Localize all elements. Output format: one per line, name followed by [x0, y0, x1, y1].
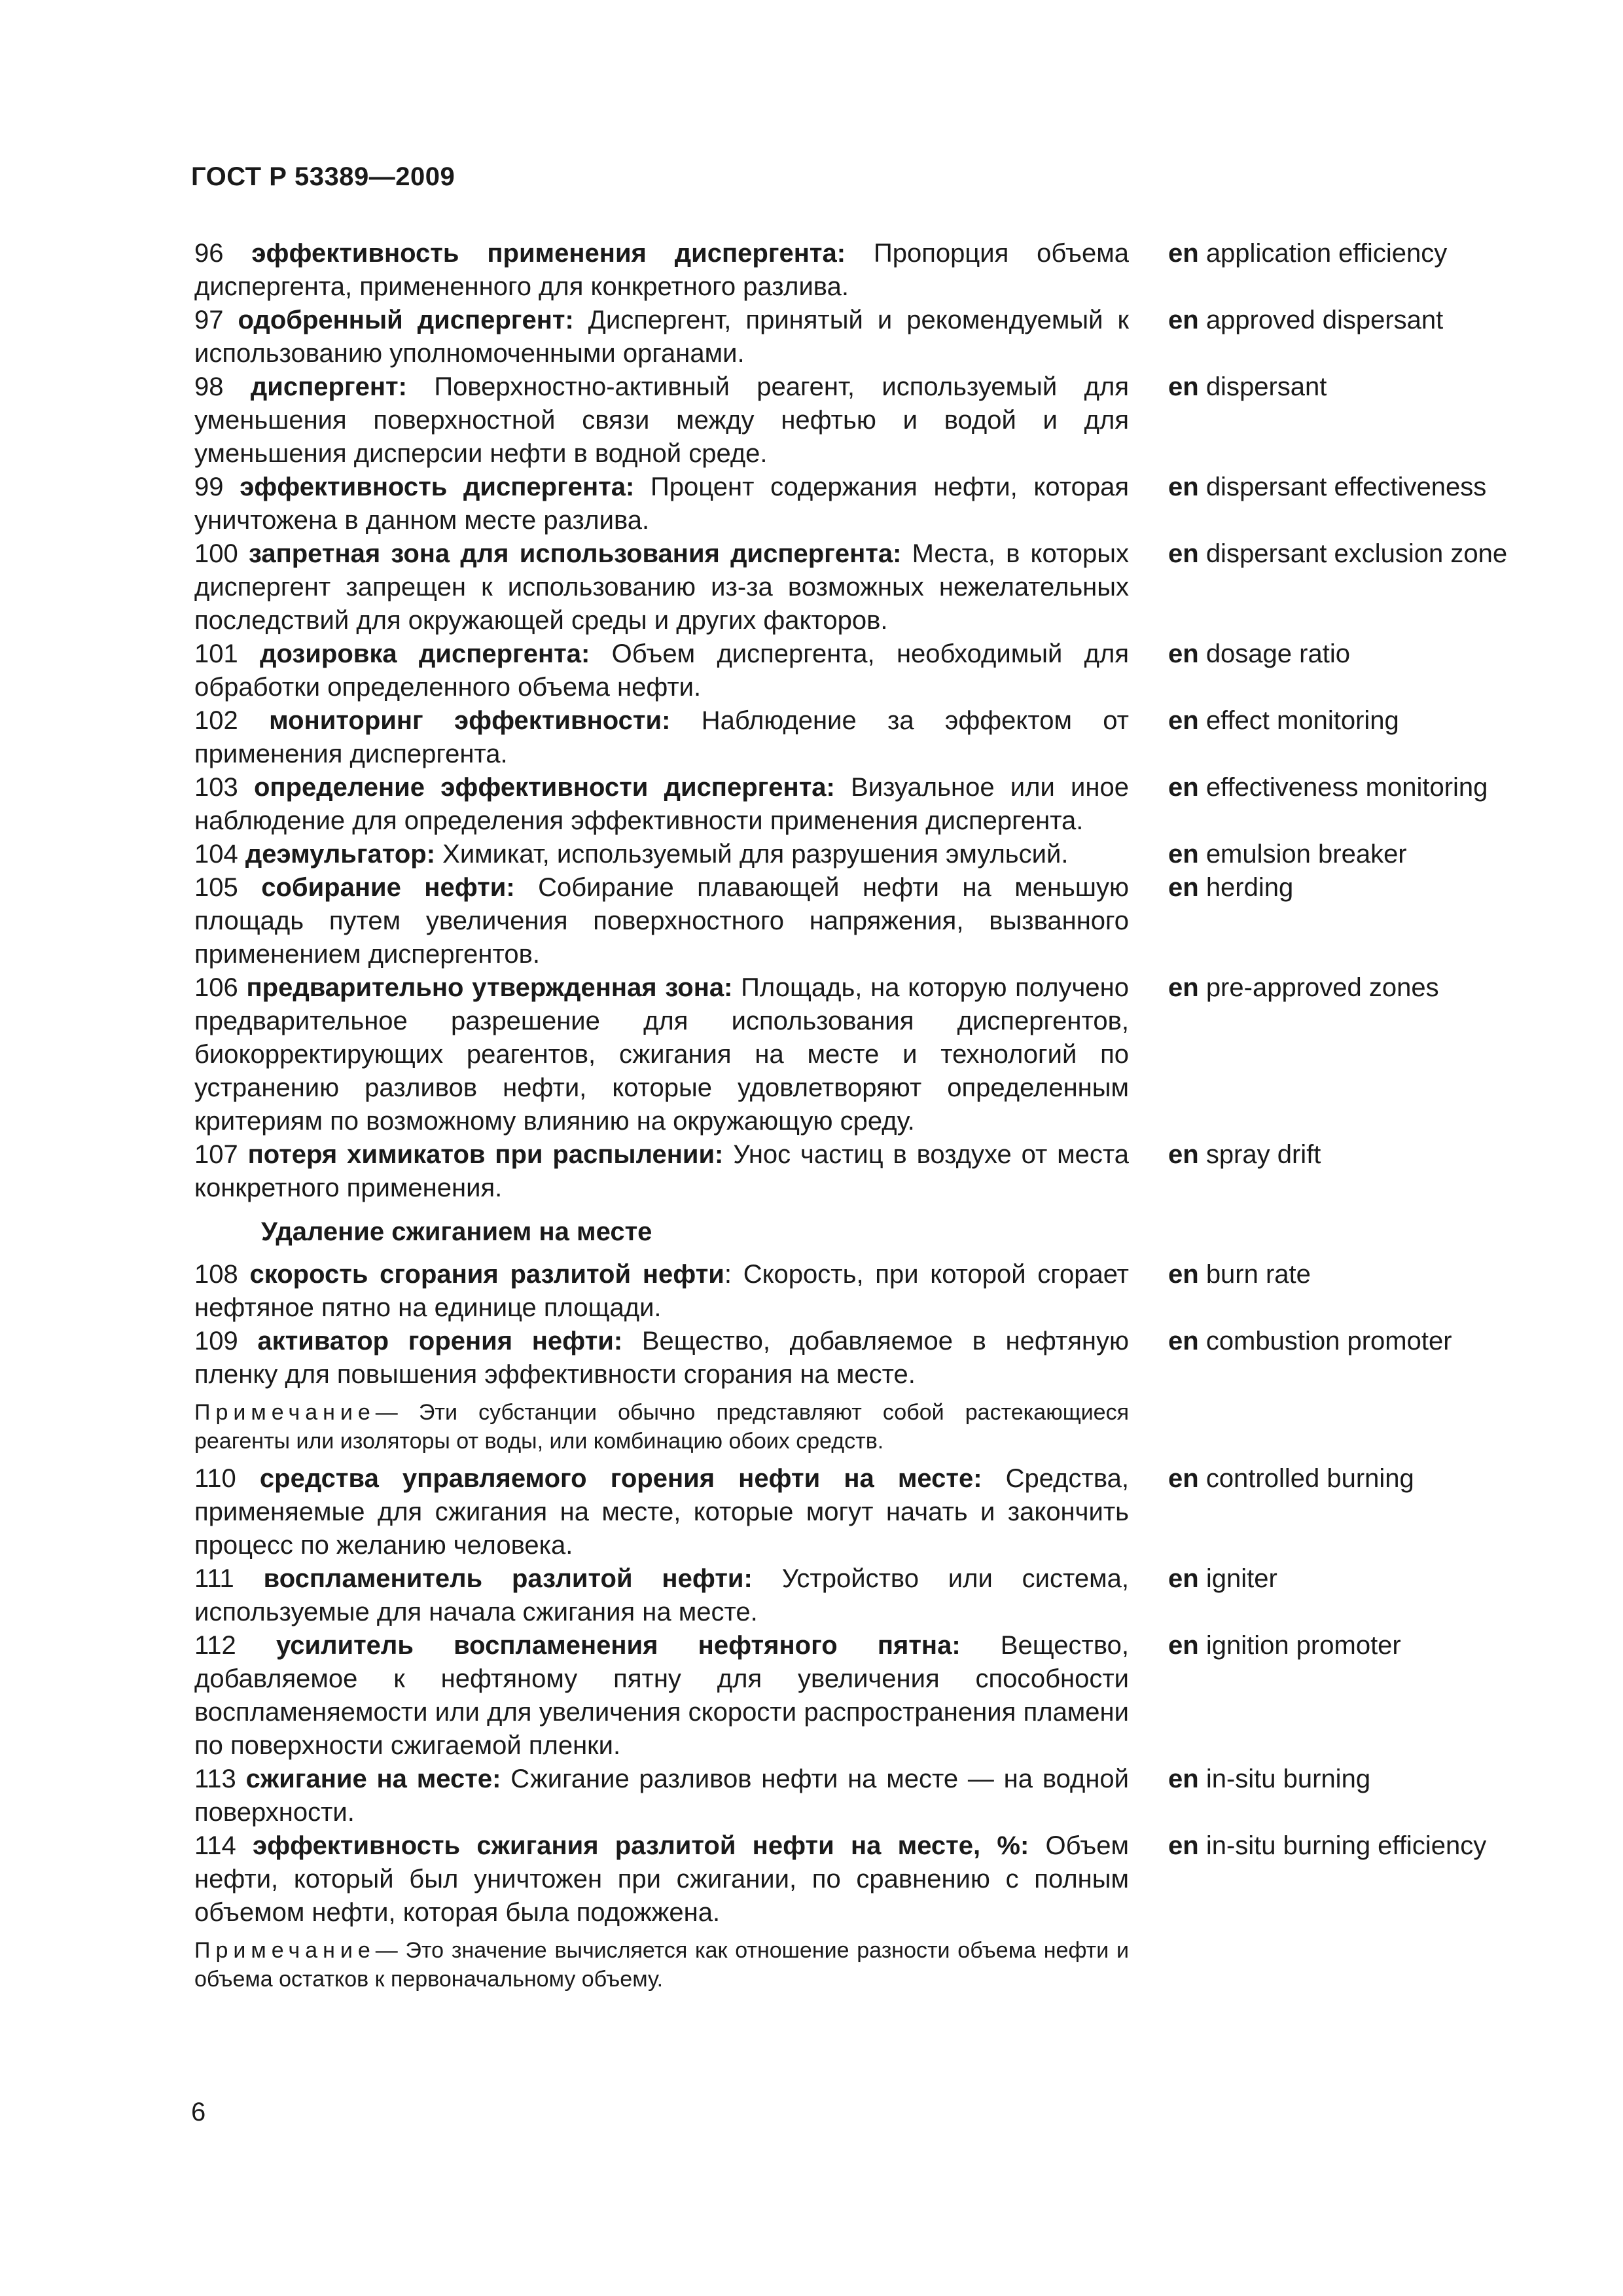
term-definition [194, 304, 1129, 370]
term-number: 109 [194, 1327, 238, 1355]
term-text: Наблюдение за эффектом от применения диспергента. [194, 706, 1129, 768]
language-code: en [1168, 306, 1199, 334]
english-term: emulsion breaker [1205, 840, 1407, 869]
term-number: 105 [194, 873, 238, 902]
note-text: — Эти субстанции обычно представляют собой растекающиеся реагенты или изоляторы от воды, или комбинацию обоих средств. [194, 1400, 1129, 1454]
language-code: en [1168, 639, 1199, 668]
terms-list [194, 237, 1556, 2000]
term-entry [194, 971, 1556, 1138]
term-name: эффективность применения диспергента: [251, 239, 846, 268]
term-number: 104 [194, 840, 238, 869]
english-term: dispersant [1205, 372, 1327, 401]
english-term: dispersant effectiveness [1205, 473, 1487, 501]
term-number: 99 [194, 473, 224, 501]
term-text: Визуальное или иное наблюдение для определения эффективности применения диспергента. [194, 773, 1129, 835]
term-definition [194, 704, 1129, 771]
english-equivalent [1168, 971, 1554, 1005]
term-entry [194, 1562, 1556, 1629]
term-text: : Скорость, при которой сгорает нефтяное пятно на единице площади. [194, 1260, 1129, 1322]
english-equivalent [1168, 704, 1554, 738]
english-term: herding [1205, 873, 1294, 902]
language-code: en [1168, 773, 1199, 802]
term-number: 100 [194, 539, 238, 568]
english-equivalent [1168, 1763, 1554, 1796]
term-number: 110 [194, 1464, 236, 1493]
language-code: en [1168, 372, 1199, 401]
term-number: 106 [194, 973, 238, 1002]
language-code: en [1168, 1464, 1199, 1493]
term-definition [194, 838, 1129, 871]
term-name: воспламенитель разлитой нефти: [263, 1564, 753, 1593]
term-number: 111 [194, 1564, 234, 1593]
term-name: средства управляемого горения нефти на месте: [259, 1464, 982, 1493]
language-code: en [1168, 706, 1199, 735]
term-number: 101 [194, 639, 238, 668]
term-entry [194, 1138, 1556, 1205]
language-code: en [1168, 973, 1199, 1002]
term-definition [194, 637, 1129, 704]
english-equivalent [1168, 838, 1554, 871]
term-text: Собирание плавающей нефти на меньшую площадь путем увеличения поверхностного напряжения, вызванного применением диспергентов. [194, 873, 1129, 969]
term-definition [194, 471, 1129, 537]
term-text: Пропорция объема диспергента, примененного для конкретного разлива. [194, 239, 1129, 301]
term-entry [194, 637, 1556, 704]
term-group-burning-2 [194, 1462, 1556, 1929]
language-code: en [1168, 473, 1199, 501]
term-name: потеря химикатов при распылении: [247, 1140, 724, 1169]
term-text: Унос частиц в воздухе от места конкретного применения. [194, 1140, 1130, 1202]
term-name: диспергент: [250, 372, 407, 401]
term-definition [194, 1138, 1129, 1205]
term-name: запретная зона для использования диспергента: [248, 539, 902, 568]
term-name: деэмульгатор: [245, 840, 436, 869]
english-term: dosage ratio [1205, 639, 1350, 668]
language-code: en [1168, 1327, 1199, 1355]
english-equivalent [1168, 771, 1554, 804]
term-number: 97 [194, 306, 224, 334]
term-name: эффективность сжигания разлитой нефти на месте, %: [253, 1831, 1029, 1860]
note [194, 1936, 1129, 1994]
term-number: 113 [194, 1765, 236, 1793]
english-equivalent [1168, 1325, 1554, 1358]
term-name: дозировка диспергента: [260, 639, 590, 668]
english-term: dispersant exclusion zone [1205, 539, 1508, 568]
english-equivalent [1168, 1258, 1554, 1291]
term-definition [194, 537, 1129, 637]
term-name: усилитель воспламенения нефтяного пятна: [276, 1631, 961, 1660]
term-entry [194, 471, 1556, 537]
term-name: мониторинг эффективности: [269, 706, 671, 735]
term-text: Вещество, добавляемое в нефтяную пленку для повышения эффективности сгорания на месте. [194, 1327, 1129, 1389]
page-number: 6 [191, 2098, 206, 2126]
english-equivalent [1168, 1562, 1554, 1596]
term-text: Диспергент, принятый и рекомендуемый к использованию уполномоченными органами. [194, 306, 1129, 368]
term-entry [194, 838, 1556, 871]
page-header: ГОСТ Р 53389—2009 [191, 162, 455, 191]
term-text: Процент содержания нефти, которая уничтожена в данном месте разлива. [194, 473, 1129, 535]
note-label: Примечание [194, 1938, 376, 1963]
term-definition [194, 771, 1129, 838]
language-code: en [1168, 1260, 1199, 1289]
english-term: burn rate [1205, 1260, 1311, 1289]
note [194, 1398, 1129, 1456]
english-term: controlled burning [1205, 1464, 1414, 1493]
term-number: 108 [194, 1260, 238, 1289]
english-term: pre-approved zones [1205, 973, 1439, 1002]
english-equivalent [1168, 1829, 1554, 1863]
term-text: Объем диспергента, необходимый для обработки определенного объема нефти. [194, 639, 1129, 702]
term-name: скорость сгорания разлитой нефти [249, 1260, 724, 1289]
term-definition [194, 1763, 1129, 1829]
english-equivalent [1168, 1462, 1554, 1496]
term-group-burning-1 [194, 1258, 1556, 1391]
term-definition [194, 1629, 1129, 1763]
language-code: en [1168, 840, 1199, 869]
english-equivalent [1168, 637, 1554, 671]
language-code: en [1168, 239, 1199, 268]
term-definition [194, 1462, 1129, 1562]
term-number: 102 [194, 706, 238, 735]
term-text: Химикат, используемый для разрушения эмульсий. [442, 840, 1069, 869]
term-entry [194, 237, 1556, 304]
term-text: Устройство или система, используемые для начала сжигания на месте. [194, 1564, 1129, 1626]
english-term: approved dispersant [1205, 306, 1444, 334]
term-number: 107 [194, 1140, 238, 1169]
term-text: Поверхностно-активный реагент, используемый для уменьшения поверхностной связи между нефтью и водой и для уменьшения дисперсии нефти в водной среде. [194, 372, 1129, 468]
term-entry [194, 537, 1556, 637]
english-equivalent [1168, 471, 1554, 504]
term-entry [194, 1462, 1556, 1562]
english-term: in-situ burning [1205, 1765, 1371, 1793]
term-entry [194, 370, 1556, 471]
english-equivalent [1168, 304, 1554, 337]
term-text: Средства, применяемые для сжигания на месте, которые могут начать и закончить процесс по желанию человека. [194, 1464, 1129, 1560]
english-term: igniter [1205, 1564, 1277, 1593]
term-definition [194, 971, 1129, 1138]
term-definition [194, 1325, 1129, 1391]
term-definition [194, 871, 1129, 971]
note-label: Примечание [194, 1400, 376, 1425]
term-number: 96 [194, 239, 224, 268]
english-equivalent [1168, 237, 1554, 270]
term-definition [194, 370, 1129, 471]
english-term: ignition promoter [1205, 1631, 1401, 1660]
term-text: Вещество, добавляемое к нефтяному пятну для увеличения способности воспламеняемости или для увеличения скорости распространения пламени по поверхности сжигаемой пленки. [194, 1631, 1129, 1760]
english-equivalent [1168, 370, 1554, 404]
language-code: en [1168, 1631, 1199, 1660]
term-entry [194, 1629, 1556, 1763]
term-entry [194, 1829, 1556, 1929]
language-code: en [1168, 1140, 1199, 1169]
term-definition [194, 237, 1129, 304]
english-term: in-situ burning efficiency [1205, 1831, 1487, 1860]
english-equivalent [1168, 537, 1554, 571]
term-name: активатор горения нефти: [257, 1327, 623, 1355]
term-name: одобренный диспергент: [238, 306, 574, 334]
english-term: application efficiency [1205, 239, 1448, 268]
term-text: Площадь, на которую получено предварительное разрешение для использования диспергентов, биокорректирующих реагентов, сжигания на месте и технологий по устранению разливов нефти, которые удовлетворяют определенным критериям по возможному влиянию на окружающую среду. [194, 973, 1129, 1136]
term-name: определение эффективности диспергента: [253, 773, 835, 802]
term-entry [194, 771, 1556, 838]
term-number: 98 [194, 372, 224, 401]
term-entry [194, 704, 1556, 771]
language-code: en [1168, 1765, 1199, 1793]
term-text: Объем нефти, который был уничтожен при сжигании, по сравнению с полным объемом нефти, которая была подожжена. [194, 1831, 1129, 1927]
english-equivalent [1168, 871, 1554, 905]
english-equivalent [1168, 1629, 1554, 1662]
language-code: en [1168, 1564, 1199, 1593]
term-text: Места, в которых диспергент запрещен к использованию из-за возможных нежелательных последствий для окружающей среды и других факторов. [194, 539, 1129, 635]
term-group-dispersants [194, 237, 1556, 1205]
english-term: spray drift [1205, 1140, 1321, 1169]
term-definition [194, 1562, 1129, 1629]
term-name: предварительно утвержденная зона: [246, 973, 733, 1002]
term-definition [194, 1258, 1129, 1325]
language-code: en [1168, 1831, 1199, 1860]
term-entry [194, 871, 1556, 971]
english-term: effect monitoring [1205, 706, 1399, 735]
english-term: effectiveness monitoring [1205, 773, 1488, 802]
term-entry [194, 1258, 1556, 1325]
note-text: — Это значение вычисляется как отношение разности объема нефти и объема остатков к первоначальному объему. [194, 1938, 1129, 1992]
term-number: 103 [194, 773, 238, 802]
term-name: сжигание на месте: [245, 1765, 501, 1793]
term-name: эффективность диспергента: [240, 473, 635, 501]
section-heading: Удаление сжиганием на месте [261, 1217, 652, 1246]
term-entry [194, 304, 1556, 370]
term-entry [194, 1763, 1556, 1829]
term-text: Сжигание разливов нефти на месте — на водной поверхности. [194, 1765, 1130, 1827]
english-term: combustion promoter [1205, 1327, 1452, 1355]
language-code: en [1168, 539, 1199, 568]
term-number: 114 [194, 1831, 236, 1860]
english-equivalent [1168, 1138, 1554, 1172]
term-name: собирание нефти: [261, 873, 515, 902]
term-entry [194, 1325, 1556, 1391]
language-code: en [1168, 873, 1199, 902]
term-definition [194, 1829, 1129, 1929]
term-number: 112 [194, 1631, 236, 1660]
